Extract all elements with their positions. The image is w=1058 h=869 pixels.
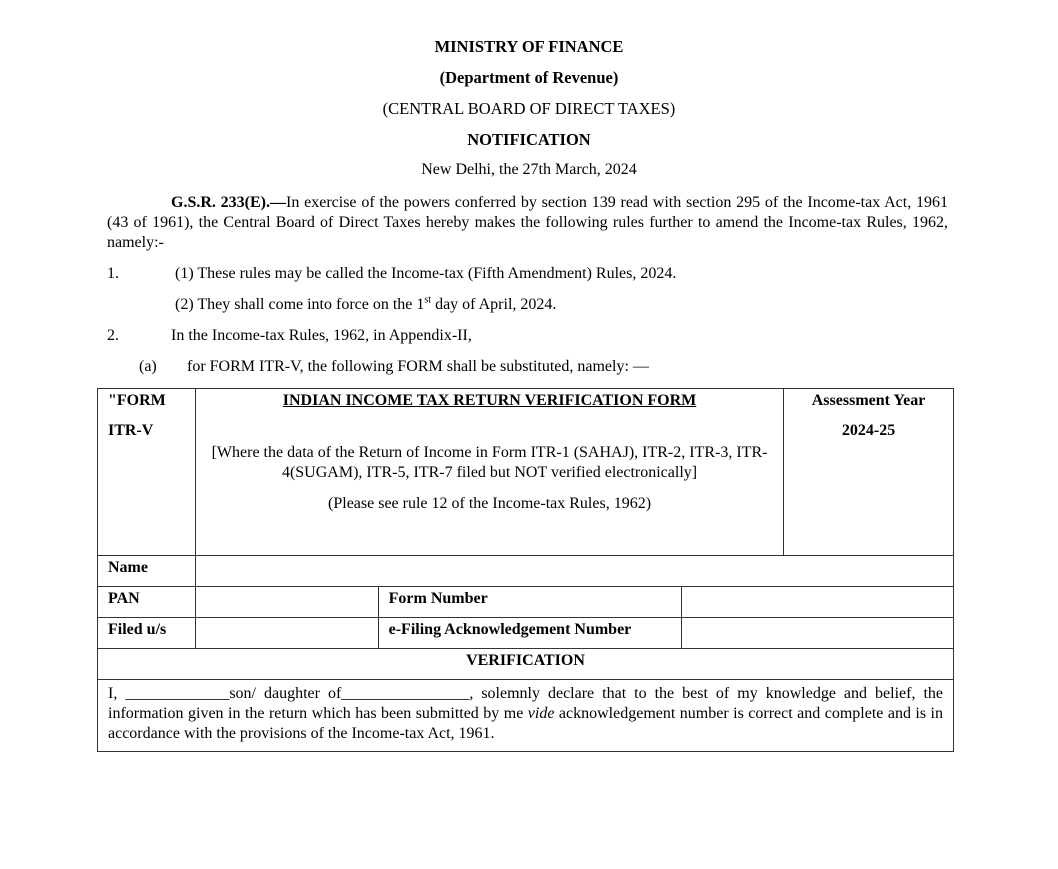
item-2-number: 2. — [107, 327, 119, 344]
ack-number-label: e-Filing Acknowledgement Number — [378, 618, 682, 649]
filed-under-label: Filed u/s — [98, 618, 196, 649]
item-1-text: (1) These rules may be called the Income-tax (Fifth Amendment) Rules, 2024. — [175, 265, 677, 282]
item-a-text: for FORM ITR-V, the following FORM shall be substituted, namely: — — [187, 358, 649, 375]
verification-vide: vide — [527, 705, 555, 722]
verification-heading: VERIFICATION — [98, 649, 954, 680]
form-label-1: "FORM — [108, 392, 166, 409]
form-number-label: Form Number — [378, 587, 682, 618]
form-number-field[interactable] — [682, 587, 954, 618]
preamble-paragraph — [107, 193, 948, 253]
pan-label: PAN — [98, 587, 196, 618]
department-heading: (Department of Revenue) — [439, 68, 619, 87]
form-title: INDIAN INCOME TAX RETURN VERIFICATION FORM — [282, 392, 697, 409]
board-heading: (CENTRAL BOARD OF DIRECT TAXES) — [382, 99, 676, 118]
item-a-number: (a) — [139, 358, 157, 375]
date-line: New Delhi, the 27th March, 2024 — [421, 161, 637, 178]
assessment-year-label: Assessment Year — [811, 392, 926, 409]
gsr-number: G.S.R. 233(E).— — [171, 194, 287, 211]
item-1-2-sup: st — [424, 294, 432, 306]
form-subtitle: [Where the data of the Return of Income in Form ITR-1 (SAHAJ), ITR-2, ITR-3, ITR-4(SUGAM), ITR-5, ITR-7 filed but NOT verified electronically] — [211, 444, 768, 481]
assessment-year-value: 2024-25 — [841, 422, 896, 439]
notification-heading: NOTIFICATION — [467, 130, 591, 149]
name-label: Name — [98, 556, 196, 587]
verification-text-post: acknowledgement number is correct and complete and is in accordance with the provisions of the Income-tax Act, 1961. — [108, 705, 944, 742]
form-title-cell — [195, 389, 783, 556]
assessment-year-cell — [784, 389, 954, 556]
item-1-2-post: day of April, 2024. — [431, 296, 557, 313]
form-label-2: ITR-V — [108, 422, 154, 439]
itr-v-form — [97, 388, 954, 752]
verification-text — [98, 680, 954, 752]
ministry-heading: MINISTRY OF FINANCE — [434, 37, 624, 56]
name-field[interactable] — [195, 556, 953, 587]
form-label-cell — [98, 389, 196, 556]
ack-number-field[interactable] — [682, 618, 954, 649]
filed-under-field[interactable] — [195, 618, 378, 649]
verification-text-pre: I, _____________son/ daughter of________________, solemnly declare that to the best of my knowledge and belief, the information given in the return which has been submitted by me — [108, 685, 943, 722]
pan-field[interactable] — [195, 587, 378, 618]
item-2-text: In the Income-tax Rules, 1962, in Appendix-II, — [171, 327, 472, 344]
item-1-2-text — [175, 296, 556, 314]
item-1-2-pre: (2) They shall come into force on the 1 — [175, 296, 425, 313]
item-1-number: 1. — [107, 265, 119, 282]
rule-note: (Please see rule 12 of the Income-tax Rules, 1962) — [328, 495, 652, 512]
preamble-text: In exercise of the powers conferred by section 139 read with section 295 of the Income-tax Act, 1961 (43 of 1961), the Central Board of Direct Taxes hereby makes the following rules further to amend the Income-tax Rules, 1962, namely:- — [107, 194, 948, 251]
